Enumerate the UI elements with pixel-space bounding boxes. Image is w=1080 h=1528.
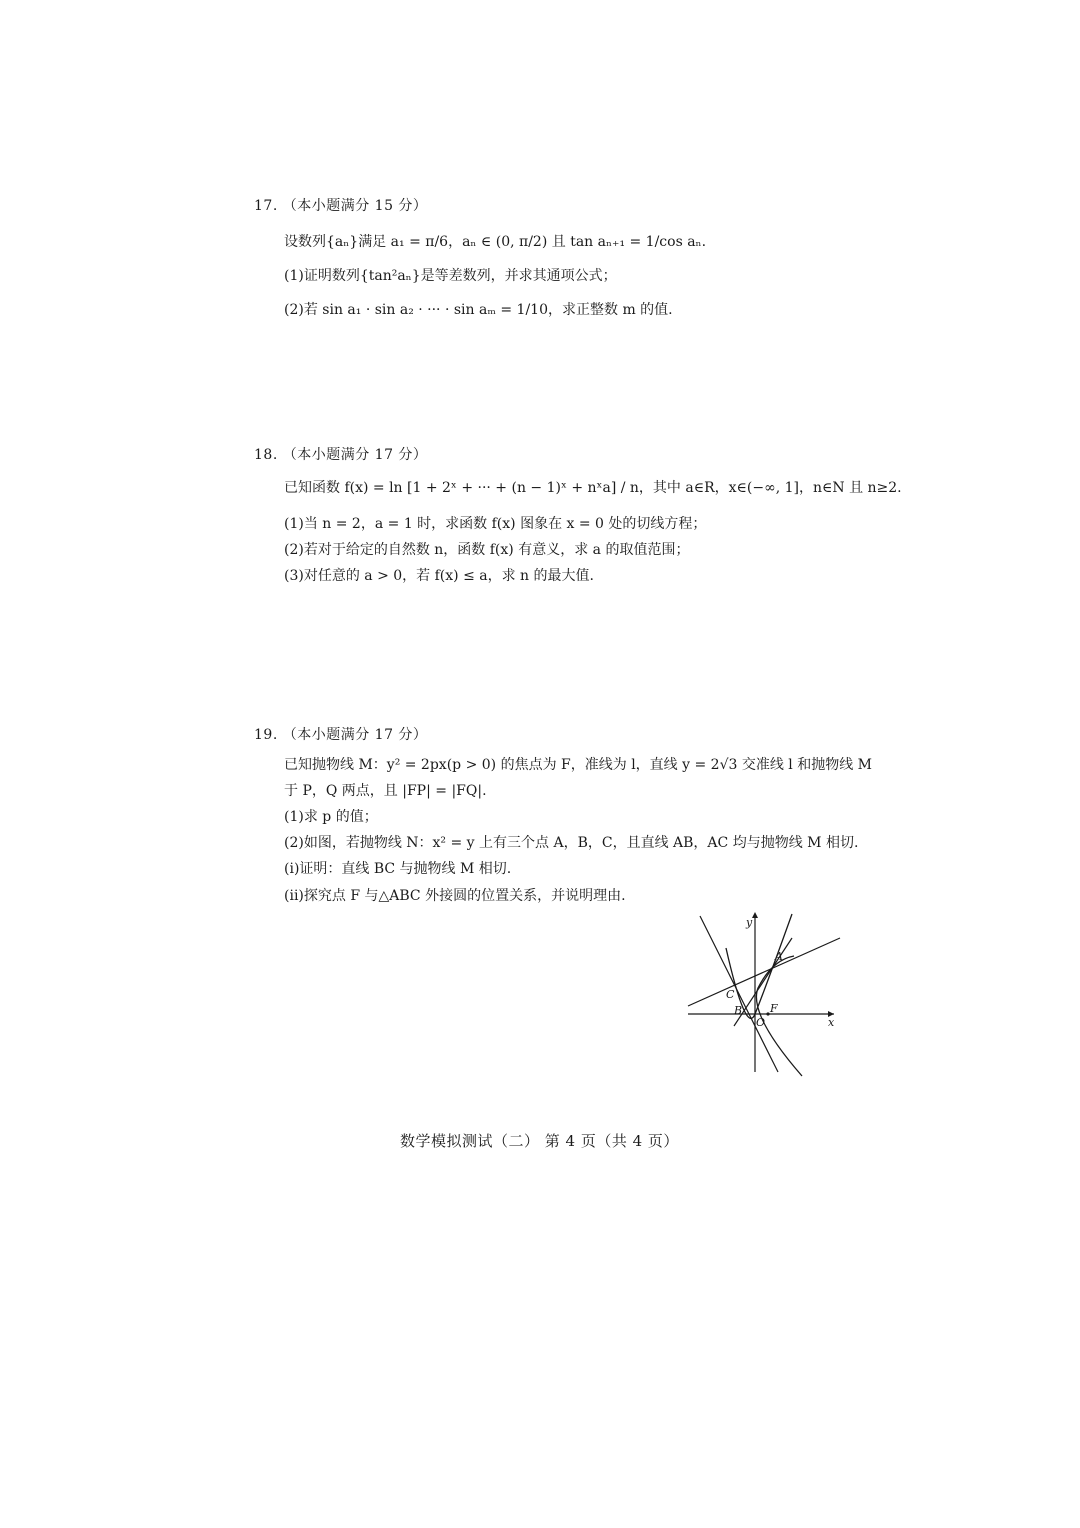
y-axis-arrow [752, 912, 758, 918]
q19-stem-line2: 于 P，Q 两点，且 |FP| = |FQ|. [284, 783, 487, 799]
line-ac [688, 938, 840, 1006]
label-x: x [828, 1016, 835, 1029]
q19-header [254, 724, 427, 744]
q18-number: 18. [254, 447, 278, 463]
label-y: y [746, 916, 753, 929]
q18-header [254, 444, 427, 464]
q18-part2: (2)若对于给定的自然数 n，函数 f(x) 有意义，求 a 的取值范围； [284, 542, 690, 558]
q17-stem: 设数列{aₙ}满足 a₁ = π/6，aₙ ∈ (0, π/2) 且 tan aₙ₊₁ = 1/cos aₙ. [284, 234, 707, 250]
q19-part2-i: (i)证明：直线 BC 与抛物线 M 相切. [284, 861, 512, 877]
focus-point [766, 1012, 769, 1015]
q18-points: （本小题满分 17 分） [282, 447, 428, 463]
q19-number: 19. [254, 727, 278, 743]
q18-stem: 已知函数 f(x) = ln [1 + 2ˣ + ··· + (n − 1)ˣ + nˣa] / n，其中 a∈R，x∈(−∞, 1]，n∈N 且 n≥2. [284, 480, 902, 496]
label-c: C [726, 988, 735, 1001]
q19-points: （本小题满分 17 分） [282, 727, 428, 743]
q18-part3: (3)对任意的 a > 0，若 f(x) ≤ a，求 n 的最大值. [284, 568, 594, 584]
parabola-n [726, 914, 792, 1018]
page-footer: 数学模拟测试（二） 第 4 页（共 4 页） [400, 1132, 679, 1150]
q17-header [254, 195, 427, 215]
q17-part2: (2)若 sin a₁ · sin a₂ · ··· · sin aₘ = 1/10，求正整数 m 的值. [284, 302, 673, 318]
q18-part1: (1)当 n = 2，a = 1 时，求函数 f(x) 图象在 x = 0 处的切线方程； [284, 516, 707, 532]
q17-points: （本小题满分 15 分） [282, 198, 428, 214]
q19-part1: (1)求 p 的值； [284, 809, 378, 825]
q19-figure [682, 908, 848, 1080]
label-a: A [775, 950, 783, 963]
label-f: F [770, 1002, 778, 1015]
q17-part1: (1)证明数列{tan²aₙ}是等差数列，并求其通项公式； [284, 268, 617, 284]
q17-number: 17. [254, 198, 278, 214]
q19-part2: (2)如图，若抛物线 N：x² = y 上有三个点 A，B，C，且直线 AB，AC 均与抛物线 M 相切. [284, 835, 859, 851]
label-b: B [734, 1004, 743, 1017]
q19-part2-ii: (ii)探究点 F 与△ABC 外接圆的位置关系，并说明理由. [284, 888, 626, 904]
q19-stem-line1: 已知抛物线 M：y² = 2px(p > 0) 的焦点为 F，准线为 l，直线 y = 2√3 交准线 l 和抛物线 M [284, 757, 873, 773]
line-bc [700, 916, 778, 1072]
label-o: O [756, 1016, 766, 1029]
